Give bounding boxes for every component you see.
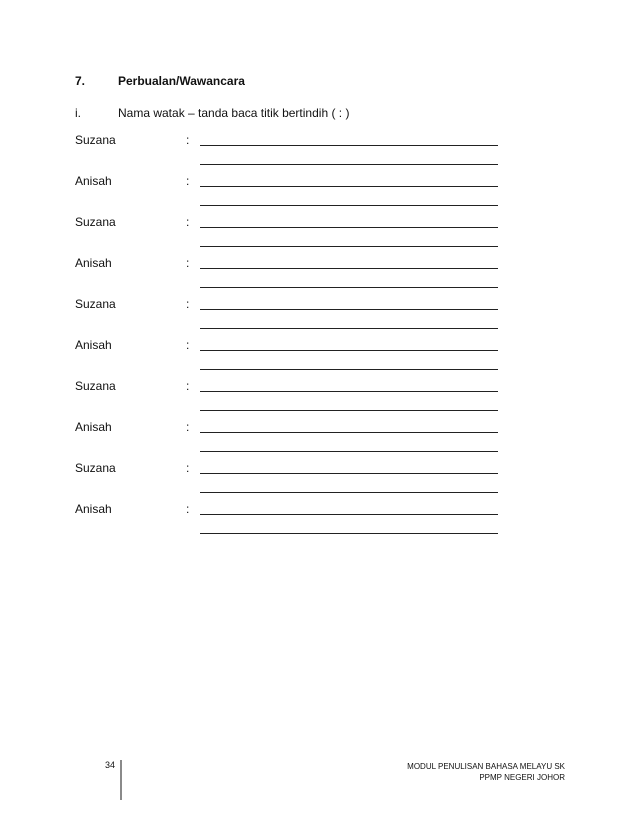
dialogue-turn: [75, 288, 505, 329]
answer-line[interactable]: [200, 432, 498, 433]
answer-line[interactable]: [200, 309, 498, 310]
speaker-colon: :: [186, 215, 190, 229]
speaker-name: Suzana: [75, 133, 116, 147]
dialogue-turn: [75, 329, 505, 370]
speaker-name: Suzana: [75, 379, 116, 393]
dialogue-turn: [75, 370, 505, 411]
instruction-number: i.: [75, 106, 81, 120]
speaker-colon: :: [186, 461, 190, 475]
answer-line[interactable]: [200, 186, 498, 187]
section-number: 7.: [75, 74, 86, 88]
answer-line[interactable]: [200, 391, 498, 392]
answer-line[interactable]: [200, 514, 498, 515]
dialogue-turn: [75, 411, 505, 452]
speaker-name: Anisah: [75, 502, 112, 516]
module-title: [407, 761, 565, 783]
dialogue-turn: [75, 165, 505, 206]
dialogue-list: [75, 124, 505, 534]
answer-line[interactable]: [200, 268, 498, 269]
speaker-colon: :: [186, 420, 190, 434]
module-title-line-1: MODUL PENULISAN BAHASA MELAYU SK: [407, 762, 565, 771]
section-heading: [75, 74, 245, 88]
speaker-name: Anisah: [75, 420, 112, 434]
answer-line[interactable]: [200, 350, 498, 351]
page-footer: [75, 760, 565, 800]
page-number: 34: [105, 760, 116, 770]
dialogue-turn: [75, 124, 505, 165]
speaker-name: Suzana: [75, 215, 116, 229]
section-title: Perbualan/Wawancara: [118, 74, 245, 88]
answer-line[interactable]: [200, 227, 498, 228]
footer-divider: [120, 760, 122, 800]
dialogue-turn: [75, 206, 505, 247]
speaker-colon: :: [186, 502, 190, 516]
answer-line[interactable]: [200, 533, 498, 534]
instruction-text: Nama watak – tanda baca titik bertindih ( : ): [118, 106, 350, 120]
answer-line[interactable]: [200, 473, 498, 474]
speaker-name: Anisah: [75, 256, 112, 270]
speaker-colon: :: [186, 174, 190, 188]
speaker-name: Anisah: [75, 174, 112, 188]
instruction: [75, 106, 349, 120]
dialogue-turn: [75, 452, 505, 493]
module-title-line-2: PPMP NEGERI JOHOR: [479, 773, 565, 782]
speaker-colon: :: [186, 133, 190, 147]
speaker-name: Suzana: [75, 297, 116, 311]
speaker-name: Anisah: [75, 338, 112, 352]
speaker-colon: :: [186, 256, 190, 270]
speaker-colon: :: [186, 338, 190, 352]
speaker-colon: :: [186, 379, 190, 393]
dialogue-turn: [75, 493, 505, 534]
dialogue-turn: [75, 247, 505, 288]
answer-line[interactable]: [200, 145, 498, 146]
speaker-colon: :: [186, 297, 190, 311]
speaker-name: Suzana: [75, 461, 116, 475]
